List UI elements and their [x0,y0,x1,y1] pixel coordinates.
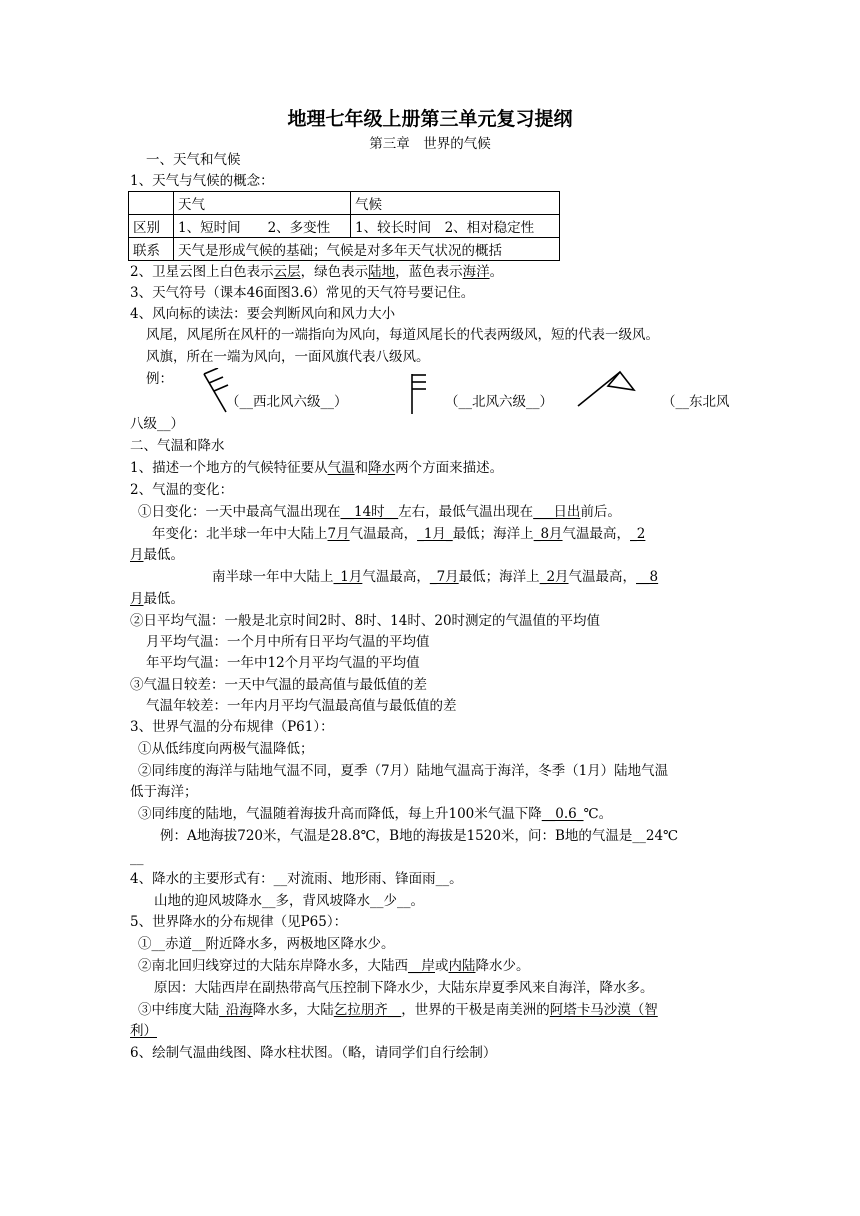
wind-example: （__东北风 [662,394,730,410]
paragraph: 1、天气与气候的概念： [130,173,274,189]
wind-example: （__北风六级__） [445,394,553,410]
page-title: 地理七年级上册第三单元复习提纲 [287,108,573,130]
paragraph: ②日平均气温：一般是北京时间2时、8时、14时、20时测定的气温值的平均值 [130,613,601,629]
table-cell: 1、短时间 2、多变性 [174,215,351,238]
paragraph: 利） [130,1023,157,1039]
table-cell: 1、较长时间 2、相对稳定性 [351,215,560,238]
wind-example: 八级__） [130,416,184,432]
paragraph: 2、卫星云图上白色表示云层，绿色表示陆地，蓝色表示海洋。 [130,264,504,280]
paragraph: ①日变化：一天中最高气温出现在__14时__左右，最低气温出现在___日出前后。 [138,504,621,520]
paragraph: ③中纬度大陆_沿海降水多，大陆乞拉朋齐__，世界的干极是南美洲的阿塔卡马沙漠（智 [138,1002,658,1018]
paragraph: ②同纬度的海洋与陆地气温不同，夏季（7月）陆地气温高于海洋，冬季（1月）陆地气温 [138,763,669,779]
paragraph: 2、气温的变化： [130,482,234,498]
weather-climate-table [128,191,560,261]
paragraph: 3、世界气温的分布规律（P61）： [130,719,334,735]
table-header: 天气 [174,192,351,215]
table-cell: 天气是形成气候的基础；气候是对多年天气状况的概括 [174,238,560,261]
paragraph: 南半球一年中大陆上_1月气温最高，_7月最低；海洋上_2月气温最高，__8 [212,569,659,585]
wind-example: （__西北风六级__） [226,394,348,410]
paragraph: 气温年较差：一年内月平均气温最高值与最低值的差 [146,698,457,714]
paragraph: 例：A地海拔720米，气温是28.8℃，B地的海拔是1520米，问：B地的气温是__24℃ [160,828,679,844]
paragraph: 月最低。 [130,547,184,563]
section-heading: 二、气温和降水 [130,438,225,454]
paragraph: 1、描述一个地方的气候特征要从气温和降水两个方面来描述。 [130,460,504,476]
paragraph: 6、绘制气温曲线图、降水柱状图。（略，请同学们自行绘制） [130,1045,497,1061]
wind-vane-north-icon [404,372,430,416]
paragraph: 年变化：北半球一年中大陆上7月气温最高，_1月_最低；海洋上_8月气温最高，_2 [152,526,646,542]
paragraph: 低于海洋； [130,784,198,800]
paragraph: ①__赤道__附近降水多，两极地区降水少。 [138,936,395,952]
paragraph: ②南北回归线穿过的大陆东岸降水多，大陆西__岸或内陆降水少。 [138,958,530,974]
table-header: 气候 [351,192,560,215]
paragraph: 山地的迎风坡降水__多，背风坡降水__少__。 [154,893,424,909]
table-cell [129,192,174,215]
paragraph: 4、降水的主要形式有：__对流雨、地形雨、锋面雨__。 [130,871,463,887]
paragraph: 月平均气温：一个月中所有日平均气温的平均值 [146,634,430,650]
table-row-label: 区别 [129,215,174,238]
paragraph: 年平均气温：一年中12个月平均气温的平均值 [146,655,420,671]
chapter-title: 第三章 世界的气候 [369,136,491,152]
wind-vane-northeast-icon [576,368,638,410]
paragraph: 原因：大陆西岸在副热带高气压控制下降水少，大陆东岸夏季风来自海洋，降水多。 [154,980,654,996]
example-label: 例： [146,371,173,387]
paragraph: 5、世界降水的分布规律（见P65）： [130,914,348,930]
table-row-label: 联系 [129,238,174,261]
paragraph: ①从低纬度向两极气温降低； [138,741,314,757]
paragraph: ③同纬度的陆地，气温随着海拔升高而降低，每上升100米气温下降__0.6_℃。 [138,806,613,822]
paragraph: 风旗，所在一端为风向，一面风旗代表八级风。 [146,349,430,365]
paragraph: 月最低。 [130,591,184,607]
paragraph: 风尾，风尾所在风杆的一端指向为风向，每道风尾长的代表两级风，短的代表一级风。 [146,327,659,343]
section-heading: 一、天气和气候 [146,152,241,168]
paragraph: ③气温日较差：一天中气温的最高值与最低值的差 [130,677,427,693]
paragraph: 4、风向标的读法：要会判断风向和风力大小 [130,306,396,322]
paragraph: __ [130,850,144,866]
paragraph: 3、天气符号（课本46面图3.6）常见的天气符号要记住。 [130,285,475,301]
